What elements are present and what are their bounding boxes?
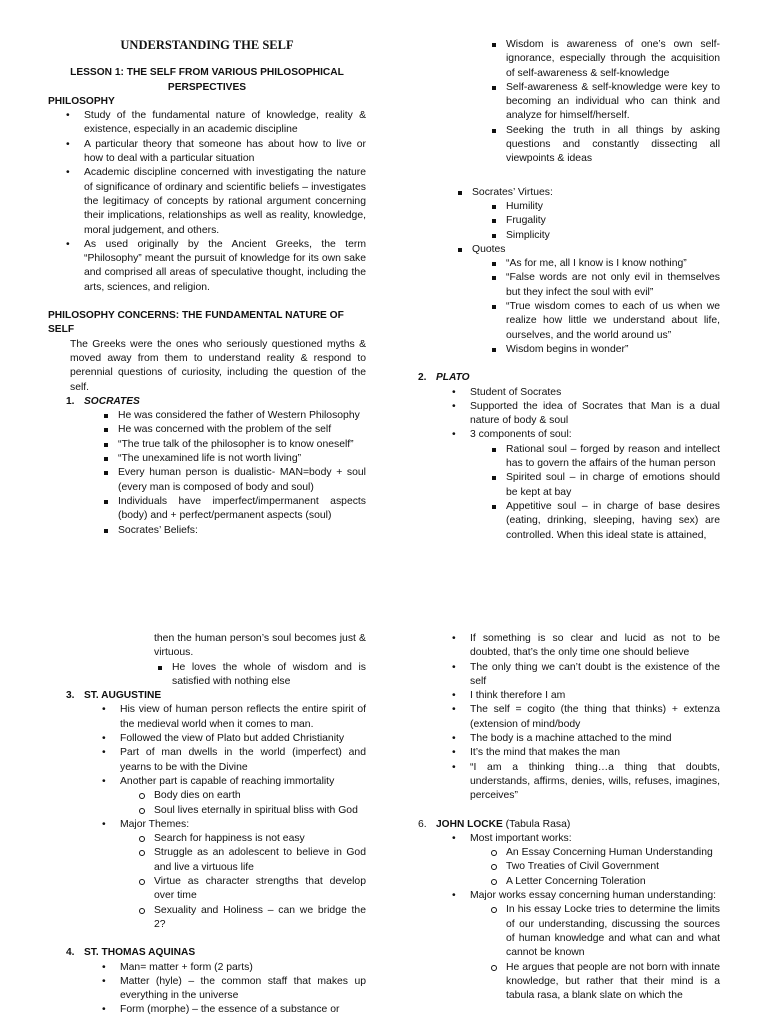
list-item: Socrates’ Virtues: [472, 186, 720, 200]
list-item: • If something is so clear and lucid as not to be doubted, that’s the only time one should believe [470, 632, 720, 661]
list-item: Every human person is dualistic- MAN=body + soul (every man is composed of body and soul) [118, 466, 366, 495]
list-item: He was concerned with the problem of the self [118, 423, 366, 437]
list-item: Self-awareness & self-knowledge were key to becoming an individual who can think and analyze for himself/herself. [506, 81, 720, 124]
list-item: Body dies on earth [154, 789, 366, 803]
list-item: • Major Themes: [120, 818, 366, 832]
list-item: Quotes [472, 243, 720, 257]
list-item: A Letter Concerning Toleration [506, 875, 720, 889]
socrates-quotes-block [418, 243, 720, 257]
socrates-quotes-list [418, 257, 720, 357]
list-item: Seeking the truth in all things by asking questions and constantly dissecting all viewpoints & ideas [506, 124, 720, 167]
list-item: • The only thing we can’t doubt is the existence of the self [470, 661, 720, 690]
augustine-heading: 3. ST. AUGUSTINE [66, 690, 162, 702]
bottom-right-column [418, 632, 720, 1003]
list-item: • I think therefore I am [470, 689, 720, 703]
list-item: He loves the whole of wisdom and is satisfied with nothing else [172, 661, 366, 690]
list-item: “True wisdom comes to each of us when we realize how little we understand about life, ourselves, and the world around us” [506, 300, 720, 343]
list-item: • The body is a machine attached to the mind [470, 732, 720, 746]
list-item: • A particular theory that someone has about how to live or how to deal with a particular situation [84, 138, 366, 167]
concerns-heading: PHILOSOPHY CONCERNS: THE FUNDAMENTAL NATURE OF SELF [48, 310, 344, 336]
list-item: Frugality [506, 214, 720, 228]
augustine-immortality-list [66, 789, 366, 818]
list-item: • His view of human person reflects the entire spirit of the medieval world when it comes to man. [120, 703, 366, 732]
top-left-column [48, 38, 366, 538]
socrates-heading: 1. SOCRATES [66, 395, 140, 407]
list-item: Spirited soul – in charge of emotions should be kept at bay [506, 471, 720, 500]
list-item: • The self = cogito (the thing that thinks) + extenza (extension of mind/body [470, 703, 720, 732]
list-item: In his essay Locke tries to determine the limits of our understanding, discussing the sources of human knowledge and what can and what cannot be known [506, 903, 720, 960]
list-item: Struggle as an adolescent to believe in God and live a virtuous life [154, 846, 366, 875]
locke-heading: 6. JOHN LOCKE (Tabula Rasa) [418, 818, 571, 830]
list-item: • Study of the fundamental nature of knowledge, reality & existence, especially in an academic discipline [84, 109, 366, 138]
list-item: • Form (morphe) – the essence of a substance or [120, 1003, 366, 1017]
socrates-list [48, 409, 366, 538]
concerns-intro: The Greeks were the ones who seriously questioned myths & moved away from them to understand reality & respond to perennial questions of curiosity, including the question of the self. [70, 338, 366, 393]
locke-major-block [418, 889, 720, 903]
list-item: He was considered the father of Western Philosophy [118, 409, 366, 423]
plato-heading: 2. PLATO [418, 372, 470, 384]
plato-last-list [66, 661, 366, 690]
list-item: Individuals have imperfect/impermanent aspects (body) and + perfect/permanent aspects (soul) [118, 495, 366, 524]
list-item: • Most important works: [470, 832, 720, 846]
list-item: Simplicity [506, 229, 720, 243]
list-item: • Supported the idea of Socrates that Man is a dual nature of body & soul [470, 400, 720, 429]
augustine-themes-block [66, 818, 366, 832]
locke-works-block [418, 832, 720, 846]
augustine-list [66, 703, 366, 789]
list-item: • Man= matter + form (2 parts) [120, 961, 366, 975]
plato-components-list [418, 443, 720, 543]
list-item: “False words are not only evil in themselves but they infect the soul with evil” [506, 271, 720, 300]
list-item: • Another part is capable of reaching immortality [120, 775, 366, 789]
list-item: • Part of man dwells in the world (imperfect) and yearns to be with the Divine [120, 746, 366, 775]
socrates-virtues-list [418, 200, 720, 243]
top-right-column [418, 38, 720, 543]
lesson-title-line1: LESSON 1: THE SELF FROM VARIOUS PHILOSOPHICAL [70, 67, 344, 79]
list-item: • “I am a thinking thing…a thing that doubts, understands, affirms, denies, wills, refuses, imagines, perceives” [470, 761, 720, 804]
aquinas-list [66, 961, 366, 1018]
plato-continued: then the human person’s soul becomes just & virtuous. [154, 633, 366, 659]
list-item: • It’s the mind that makes the man [470, 746, 720, 760]
list-item: Search for happiness is not easy [154, 832, 366, 846]
list-item: Wisdom begins in wonder” [506, 343, 720, 357]
document-title: UNDERSTANDING THE SELF [120, 38, 294, 52]
philosophy-heading: PHILOSOPHY [48, 95, 115, 107]
list-item: Two Treaties of Civil Government [506, 860, 720, 874]
list-item: • As used originally by the Ancient Greeks, the term “Philosophy” meant the pursuit of knowledge for its own sake and comprised all areas of speculative thought, including the arts, sciences, and religion. [84, 238, 366, 295]
list-item: “The true talk of the philosopher is to know oneself” [118, 438, 366, 452]
bottom-left-column [66, 632, 366, 1018]
list-item: “The unexamined life is not worth living” [118, 452, 366, 466]
list-item: He argues that people are not born with innate knowledge, but rather that their mind is a tabula rasa, a blank slate on which the [506, 961, 720, 1004]
lesson-title-line2: PERSPECTIVES [167, 81, 247, 93]
list-item: Soul lives eternally in spiritual bliss with God [154, 804, 366, 818]
list-item: Virtue as character strengths that develop over time [154, 875, 366, 904]
list-item: • Major works essay concerning human understanding: [470, 889, 720, 903]
list-item: Appetitive soul – in charge of base desires (eating, drinking, sleeping, having sex) are controlled. When this ideal state is attained, [506, 500, 720, 543]
list-item: • Academic discipline concerned with investigating the nature of significance of ordinary and scientific beliefs – investigates the legitimacy of concepts by rational argument concerning their implications, relationships as well as reality, knowledge, moral judgement, and others. [84, 166, 366, 237]
list-item: • 3 components of soul: [470, 428, 720, 442]
socrates-virtues-block [418, 186, 720, 200]
list-item: Rational soul – forged by reason and intellect has to govern the affairs of the human person [506, 443, 720, 472]
list-item: Socrates’ Beliefs: [118, 524, 366, 538]
list-item: • Student of Socrates [470, 386, 720, 400]
descartes-list [418, 632, 720, 804]
socrates-beliefs-list [418, 38, 720, 167]
list-item: Sexuality and Holiness – can we bridge the 2? [154, 904, 366, 933]
plato-list [418, 386, 720, 443]
locke-works-list [418, 846, 720, 889]
list-item: “As for me, all I know is I know nothing” [506, 257, 720, 271]
list-item: Humility [506, 200, 720, 214]
list-item: Wisdom is awareness of one’s own self-ignorance, especially through the acquisition of self-awareness & self-knowledge [506, 38, 720, 81]
list-item: An Essay Concerning Human Understanding [506, 846, 720, 860]
philosophy-list [48, 109, 366, 295]
list-item: • Followed the view of Plato but added Christianity [120, 732, 366, 746]
locke-major-list [418, 903, 720, 1003]
aquinas-heading: 4. ST. THOMAS AQUINAS [66, 947, 196, 959]
list-item: • Matter (hyle) – the common staff that makes up everything in the universe [120, 975, 366, 1004]
augustine-themes-list [66, 832, 366, 932]
